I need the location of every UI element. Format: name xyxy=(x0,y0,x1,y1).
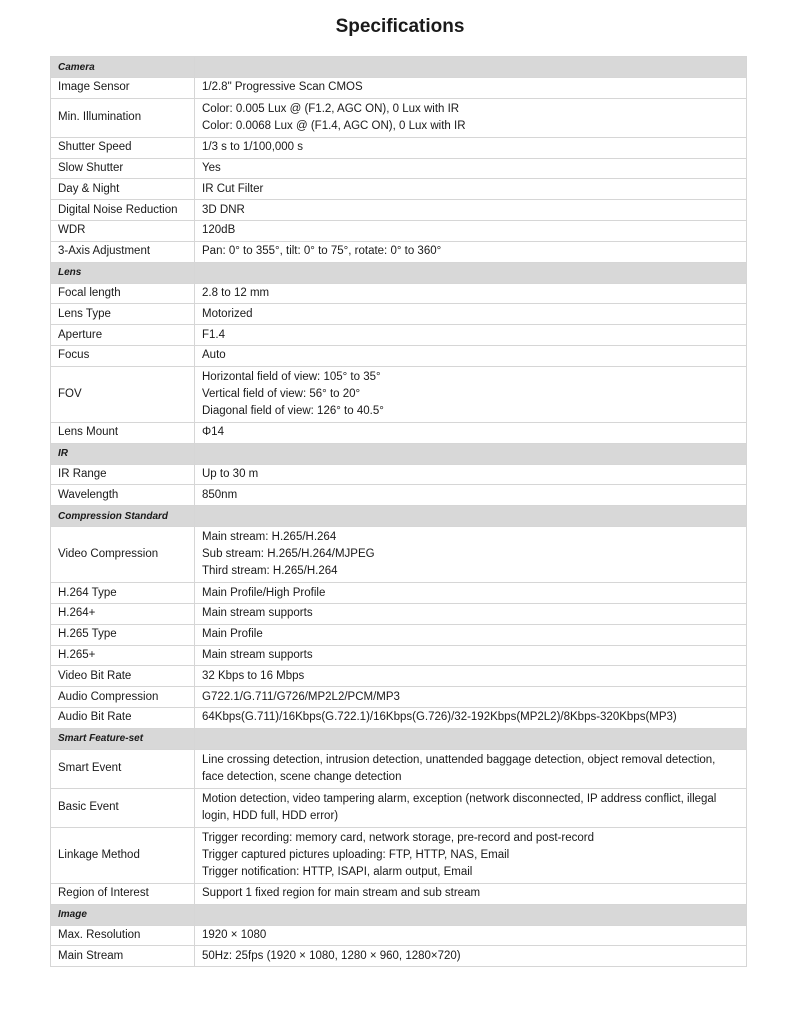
spec-row xyxy=(51,666,747,687)
spec-value xyxy=(195,603,747,624)
spec-value-line: 1/2.8" Progressive Scan CMOS xyxy=(202,81,363,94)
spec-value xyxy=(195,345,747,366)
spec-row xyxy=(51,325,747,346)
spec-row xyxy=(51,946,747,967)
spec-value-line: 64Kbps(G.711)/16Kbps(G.722.1)/16Kbps(G.726)/32-192Kbps(MP2L2)/8Kbps-320Kbps(MP3) xyxy=(202,711,677,724)
section-title: Compression Standard xyxy=(51,506,195,527)
spec-row xyxy=(51,241,747,262)
spec-row xyxy=(51,179,747,200)
spec-value xyxy=(195,645,747,666)
spec-label: H.264+ xyxy=(51,603,195,624)
spec-row xyxy=(51,527,747,583)
spec-value xyxy=(195,241,747,262)
spec-value xyxy=(195,200,747,221)
spec-value-line: 32 Kbps to 16 Mbps xyxy=(202,669,305,682)
spec-value xyxy=(195,220,747,241)
spec-label: H.264 Type xyxy=(51,583,195,604)
spec-row xyxy=(51,749,747,788)
spec-label: H.265 Type xyxy=(51,624,195,645)
spec-value xyxy=(195,304,747,325)
spec-value-line: 50Hz: 25fps (1920 × 1080, 1280 × 960, 1280×720) xyxy=(202,949,461,962)
spec-row xyxy=(51,366,747,422)
spec-value-line: Main stream supports xyxy=(202,648,313,661)
spec-label: Image Sensor xyxy=(51,78,195,99)
spec-value-line: Main Profile xyxy=(202,628,263,641)
spec-value-line: Motorized xyxy=(202,307,253,320)
spec-value-line: IR Cut Filter xyxy=(202,182,264,195)
spec-value xyxy=(195,583,747,604)
section-title: IR xyxy=(51,443,195,464)
spec-value-line: Trigger captured pictures uploading: FTP, HTTP, NAS, Email xyxy=(202,848,510,861)
spec-value-line: 1920 × 1080 xyxy=(202,928,267,941)
spec-label: Aperture xyxy=(51,325,195,346)
spec-value-line: face detection, scene change detection xyxy=(202,770,402,783)
spec-value xyxy=(195,666,747,687)
section-header-row xyxy=(51,262,747,283)
spec-value-line: Trigger notification: HTTP, ISAPI, alarm output, Email xyxy=(202,865,473,878)
spec-value-line: F1.4 xyxy=(202,328,226,341)
spec-value-line: Pan: 0° to 355°, tilt: 0° to 75°, rotate: 0° to 360° xyxy=(202,245,442,258)
spec-row xyxy=(51,603,747,624)
spec-value-line: Motion detection, video tampering alarm, exception (network disconnected, IP address conflict, illegal xyxy=(202,792,717,805)
spec-row xyxy=(51,158,747,179)
spec-value-line: Color: 0.0068 Lux @ (F1.4, AGC ON), 0 Lux with IR xyxy=(202,119,466,132)
section-header-blank xyxy=(195,443,747,464)
spec-row xyxy=(51,422,747,443)
spec-value xyxy=(195,749,747,788)
spec-row xyxy=(51,78,747,99)
section-header-row xyxy=(51,506,747,527)
spec-value-line: Φ14 xyxy=(202,426,224,439)
section-title: Smart Feature-set xyxy=(51,728,195,749)
spec-label: Region of Interest xyxy=(51,883,195,904)
spec-label: Digital Noise Reduction xyxy=(51,200,195,221)
section-header-blank xyxy=(195,506,747,527)
spec-value-line: Diagonal field of view: 126° to 40.5° xyxy=(202,404,384,417)
spec-row xyxy=(51,220,747,241)
spec-value xyxy=(195,624,747,645)
spec-value-line: 1/3 s to 1/100,000 s xyxy=(202,141,304,154)
spec-value-line: Main Profile/High Profile xyxy=(202,586,326,599)
spec-row xyxy=(51,624,747,645)
spec-value-line: Sub stream: H.265/H.264/MJPEG xyxy=(202,548,375,561)
section-title: Image xyxy=(51,904,195,925)
spec-value-line: Vertical field of view: 56° to 20° xyxy=(202,387,361,400)
spec-value-line: login, HDD full, HDD error) xyxy=(202,809,339,822)
spec-value xyxy=(195,464,747,485)
spec-value xyxy=(195,366,747,422)
spec-value-line: Auto xyxy=(202,349,226,362)
spec-value-line: 850nm xyxy=(202,488,238,501)
spec-value xyxy=(195,527,747,583)
spec-value xyxy=(195,687,747,708)
spec-value-line: Line crossing detection, intrusion detection, unattended baggage detection, object removal detection, xyxy=(202,753,716,766)
spec-value xyxy=(195,485,747,506)
section-header-row xyxy=(51,57,747,78)
section-header-row xyxy=(51,443,747,464)
spec-value-line: Up to 30 m xyxy=(202,467,259,480)
spec-label: WDR xyxy=(51,220,195,241)
spec-label: Video Bit Rate xyxy=(51,666,195,687)
spec-value xyxy=(195,137,747,158)
spec-value-line: 2.8 to 12 mm xyxy=(202,286,270,299)
spec-value-line: G722.1/G.711/G726/MP2L2/PCM/MP3 xyxy=(202,690,400,703)
spec-row xyxy=(51,304,747,325)
spec-label: IR Range xyxy=(51,464,195,485)
spec-label: Audio Bit Rate xyxy=(51,707,195,728)
spec-label: Basic Event xyxy=(51,788,195,827)
spec-row xyxy=(51,788,747,827)
spec-row xyxy=(51,283,747,304)
spec-label: H.265+ xyxy=(51,645,195,666)
spec-row xyxy=(51,707,747,728)
spec-row xyxy=(51,925,747,946)
spec-value-line: Color: 0.005 Lux @ (F1.2, AGC ON), 0 Lux with IR xyxy=(202,102,460,115)
spec-row xyxy=(51,137,747,158)
specifications-table-body xyxy=(51,57,747,967)
spec-value xyxy=(195,925,747,946)
section-header-blank xyxy=(195,57,747,78)
spec-row xyxy=(51,345,747,366)
spec-row xyxy=(51,583,747,604)
spec-value xyxy=(195,946,747,967)
spec-label: Shutter Speed xyxy=(51,137,195,158)
spec-label: Slow Shutter xyxy=(51,158,195,179)
spec-label: Main Stream xyxy=(51,946,195,967)
spec-label: Focus xyxy=(51,345,195,366)
section-header-row xyxy=(51,728,747,749)
section-header-blank xyxy=(195,904,747,925)
spec-label: Linkage Method xyxy=(51,827,195,883)
spec-value-line: Main stream supports xyxy=(202,607,313,620)
spec-value-line: Support 1 fixed region for main stream and sub stream xyxy=(202,887,481,900)
spec-row xyxy=(51,883,747,904)
section-header-blank xyxy=(195,262,747,283)
spec-label: Audio Compression xyxy=(51,687,195,708)
spec-value xyxy=(195,827,747,883)
spec-value xyxy=(195,78,747,99)
spec-row xyxy=(51,827,747,883)
spec-label: Day & Night xyxy=(51,179,195,200)
spec-row xyxy=(51,200,747,221)
spec-row xyxy=(51,464,747,485)
spec-value-line: Third stream: H.265/H.264 xyxy=(202,565,338,578)
spec-label: 3-Axis Adjustment xyxy=(51,241,195,262)
spec-value xyxy=(195,788,747,827)
spec-value xyxy=(195,422,747,443)
spec-label: Lens Mount xyxy=(51,422,195,443)
section-title: Lens xyxy=(51,262,195,283)
spec-value xyxy=(195,883,747,904)
section-title: Camera xyxy=(51,57,195,78)
spec-value-line: 3D DNR xyxy=(202,203,245,216)
section-header-row xyxy=(51,904,747,925)
spec-label: Focal length xyxy=(51,283,195,304)
spec-value xyxy=(195,707,747,728)
spec-label: Wavelength xyxy=(51,485,195,506)
spec-value-line: Main stream: H.265/H.264 xyxy=(202,531,337,544)
spec-label: Min. Illumination xyxy=(51,98,195,137)
spec-label: Lens Type xyxy=(51,304,195,325)
spec-label: Smart Event xyxy=(51,749,195,788)
spec-label: Video Compression xyxy=(51,527,195,583)
spec-value-line: Horizontal field of view: 105° to 35° xyxy=(202,370,381,383)
spec-value-line: Yes xyxy=(202,161,221,174)
spec-value xyxy=(195,98,747,137)
spec-value xyxy=(195,325,747,346)
specifications-table xyxy=(50,56,747,967)
spec-value xyxy=(195,283,747,304)
spec-label: Max. Resolution xyxy=(51,925,195,946)
spec-value xyxy=(195,158,747,179)
spec-row xyxy=(51,645,747,666)
spec-value-line: Trigger recording: memory card, network storage, pre-record and post-record xyxy=(202,831,595,844)
page-title: Specifications xyxy=(335,16,465,37)
spec-row xyxy=(51,687,747,708)
section-header-blank xyxy=(195,728,747,749)
spec-value xyxy=(195,179,747,200)
spec-value-line: 120dB xyxy=(202,224,236,237)
spec-row xyxy=(51,98,747,137)
spec-row xyxy=(51,485,747,506)
spec-label: FOV xyxy=(51,366,195,422)
